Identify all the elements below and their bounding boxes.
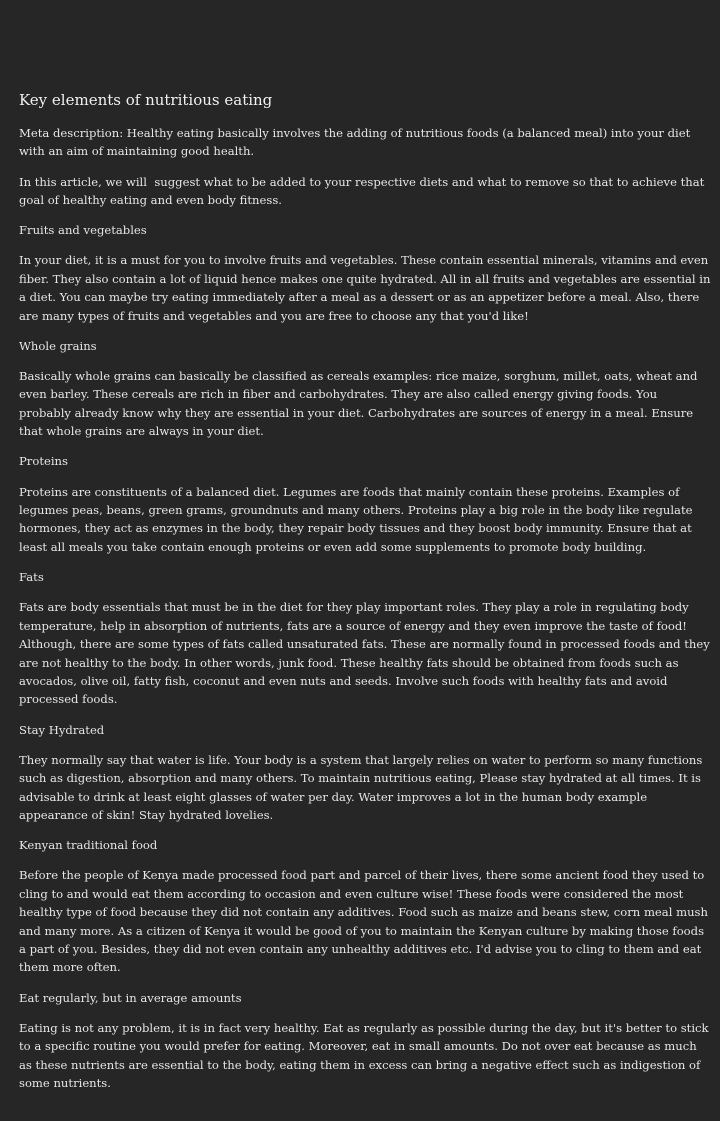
section-heading-grains: Whole grains — [19, 338, 97, 353]
intro-paragraph: In this article, we will suggest what to be added to your respective diets and what to remove so that to achieve that goal of healthy eating and even body fitness. — [19, 174, 709, 208]
section-body-proteins: Proteins are constituents of a balanced diet. Legumes are foods that mainly contain these proteins. Examples of legumes peas, beans, green grams, groundnuts and many others. Proteins play a big role in the body like regulate hormones, they act as enzymes in the body, they repair body tissues and they boost body immunity. Ensure that at least all meals you take contain enough proteins or even add some supplements to promote body building. — [19, 484, 697, 554]
meta-description: Meta description: Healthy eating basically involves the adding of nutritious foods (a balanced meal) into your diet with an aim of maintaining good health. — [19, 126, 694, 159]
section-heading-fruits: Fruits and vegetables — [19, 223, 147, 238]
article-title: Key elements of nutritious eating — [19, 91, 273, 109]
section-body-grains: Basically whole grains can basically be classified as cereals examples: rice maize, sorghum, millet, oats, wheat and even barley. These cereals are rich in fiber and carbohydrates. They are also called energy giving foods. You probably already know why they are essential in your diet. Carbohydrates are sources of energy in a meal. Ensure that whole grains are always in your diet. — [19, 369, 702, 439]
section-heading-fats: Fats — [19, 570, 44, 585]
section-heading-proteins: Proteins — [19, 454, 68, 469]
article — [19, 88, 715, 1104]
section-body-fruits: In your diet, it is a must for you to involve fruits and vegetables. These contain essential minerals, vitamins and even fiber. They also contain a lot of liquid hence makes one quite hydrated. All in all fruits and vegetables are essential in a diet. You can maybe try eating immediately after a meal as a dessert or as an appetizer before a meal. Also, there are many types of fruits and vegetables and you are free to choose any that you'd like! — [19, 253, 715, 323]
section-heading-kenyan: Kenyan traditional food — [19, 838, 158, 853]
section-body-eat-regularly: Eating is not any problem, it is in fact very healthy. Eat as regularly as possible during the day, but it's better to stick to a specific routine you would prefer for eating. Moreover, eat in small amounts. Do not over eat because as much as these nutrients are essential to the body, eating them in excess can bring a negative effect such as indigestion of some nutrients. — [19, 1020, 713, 1091]
section-body-fats: Fats are body essentials that must be in the diet for they play important roles. They play a role in regulating body temperature, help in absorption of nutrients, fats are a source of energy and they even improve the taste of food! Although, there are some types of fats called unsaturated fats. These are normally found in processed foods and they are not healthy to the body. In other words, junk food. These healthy fats should be obtained from foods such as avocados, olive oil, fatty fish, coconut and even nuts and seeds. Involve such foods with healthy fats and avoid processed foods. — [19, 600, 714, 707]
section-body-kenyan: Before the people of Kenya made processed food part and parcel of their lives, there some ancient food they used to cling to and would eat them according to occasion and even culture wise! These foods were considered the most healthy type of food because they did not contain any additives. Food such as maize and beans stew, corn meal mush and many more. As a citizen of Kenya it would be good of you to maintain the Kenyan culture by making those foods a part of you. Besides, they did not even contain any unhealthy additives etc. I'd advise you to cling to them and eat them more often. — [19, 868, 712, 975]
section-heading-eat-regularly: Eat regularly, but in average amounts — [19, 990, 242, 1005]
section-body-hydrated: They normally say that water is life. Your body is a system that largely relies on water to perform so many functions such as digestion, absorption and many others. To maintain nutritious eating, Please stay hydrated at all times. It is advisable to drink at least eight glasses of water per day. Water improves a lot in the human body example appearance of skin! Stay hydrated lovelies. — [19, 752, 706, 822]
section-heading-hydrated: Stay Hydrated — [19, 722, 105, 737]
